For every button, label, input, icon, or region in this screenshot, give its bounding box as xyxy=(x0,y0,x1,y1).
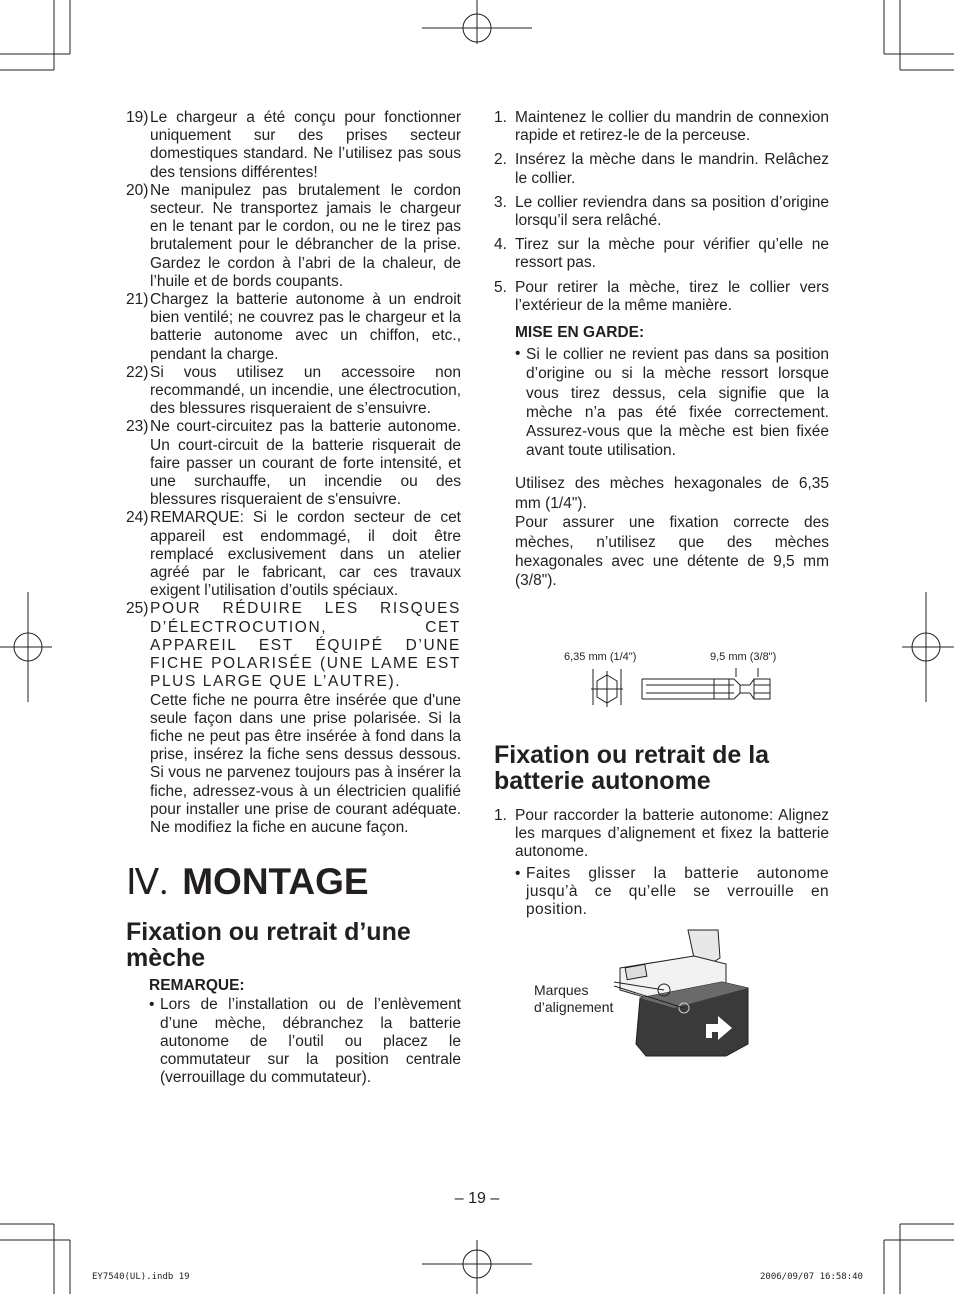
step-text: Tirez sur la mèche pour vérifier qu’elle ne ressort pas. xyxy=(515,236,829,272)
page-number: – 19 – xyxy=(454,1190,500,1207)
step-item xyxy=(494,236,829,272)
bit-label-hex: 6,35 mm (1/4") xyxy=(564,651,637,663)
note-bullet-text: Lors de l’installation ou de l’enlèvement d’une mèche, débranchez la batterie autonome de l’outil ou placez le commutateur sur la position centrale (verrouillage du commutateur). xyxy=(160,996,461,1087)
item-number: 23) xyxy=(126,418,149,436)
list-item xyxy=(126,600,461,837)
item-text: Cette fiche ne pourra être insérée que d'une seule façon dans une prise polarisée. Si la fiche ne peut pas être insérée à fond dans la prise, insérez la fiche sens dessus dessous. Si vous ne parvenez toujours pas à insérer la fiche, adressez-vous à un électricien qualifié pour installer une prise de courant adéquate. Ne modifiez la fiche en aucune façon. xyxy=(150,691,461,836)
hex-bit-icon xyxy=(564,665,804,711)
hex-note-p2: Pour assurer une fixation correcte des mèches, n’utilisez que des mèches hexagonales avec une détente de 9,5 mm (3/8"). xyxy=(515,514,829,590)
hex-note-p1: Utilisez des mèches hexagonales de 6,35 mm (1/4"). xyxy=(515,475,829,512)
left-column xyxy=(126,109,461,1087)
step-text: Pour raccorder la batterie autonome: Alignez les marques d’alignement et fixez la batterie autonome. xyxy=(515,807,829,861)
item-text: Si vous utilisez un accessoire non recommandé, un incendie, une électrocution, des blessures risqueraient de s’ensuivre. xyxy=(150,363,461,418)
step-number: 2. xyxy=(494,151,507,169)
step-item xyxy=(494,109,829,145)
caution-bullet-text: Si le collier ne revient pas dans sa position d’origine ou si la mèche ressort lorsque vous tirez dessus, cela signifie que la mèche n’a pas été fixée correctement. Assurez-vous que la mèche est bien fixée avant toute utilisation. xyxy=(526,346,829,460)
item-caps-text: POUR RÉDUIRE LES RISQUES D’ÉLECTROCUTION, CET APPAREIL EST ÉQUIPÉ D’UNE FICHE POLARISÉE (UNE LAME EST PLUS LARGE QUE L’AUTRE). xyxy=(150,600,461,691)
bit-heading: Fixation ou retrait d’une mèche xyxy=(126,918,411,973)
item-text: Ne manipulez pas brutalement le cordon secteur. Ne transportez jamais le chargeur en le tenant par le cordon, ou ne le tirez pas brutalement pour le débrancher de la prise. Gardez le cordon à l’abri de la chaleur, de l’huile et de bords coupants. xyxy=(150,181,461,290)
step-number: 1. xyxy=(494,807,507,824)
item-text: Chargez la batterie autonome à un endroit bien ventilé; ne couvrez pas le chargeur et la batterie autonome avec un chiffon, etc., pendant la charge. xyxy=(150,291,461,363)
step-text: Maintenez le collier du mandrin de connexion rapide et retirez-le de la perceuse. xyxy=(515,109,829,145)
step-number: 5. xyxy=(494,278,507,296)
hex-note xyxy=(494,474,829,590)
section-numeral: Ⅳ. xyxy=(126,862,169,903)
step-item xyxy=(494,279,829,315)
footer-file: EY7540(UL).indb 19 xyxy=(92,1272,190,1282)
step-text: Le collier reviendra dans sa position d’origine lorsqu’il sera relâché. xyxy=(515,193,829,230)
note-bullet: • Lors de l’installation ou de l’enlèvement d’une mèche, débranchez la batterie autonome de l’outil ou placez le commutateur sur la position centrale (verrouillage du commutateur). xyxy=(149,996,461,1087)
item-number: 19) xyxy=(126,109,149,126)
item-number: 22) xyxy=(126,363,149,381)
item-number: 25) xyxy=(126,600,149,618)
list-item xyxy=(126,182,461,291)
battery-bullet: • Faites glisser la batterie autonome jusqu’à ce qu’elle se verrouille en position. xyxy=(515,864,829,919)
battery-bullet-text: Faites glisser la batterie autonome jusqu’à ce qu’elle se verrouille en position. xyxy=(526,864,829,919)
step-item xyxy=(494,194,829,230)
step-text: Pour retirer la mèche, tirez le collier vers l’extérieur de la même manière. xyxy=(515,278,829,314)
item-number: 21) xyxy=(126,291,149,309)
note-label: REMARQUE: xyxy=(149,977,245,995)
caution-bullet: • Si le collier ne revient pas dans sa position d’origine ou si la mèche ressort lorsque vous tirez dessus, cela signifie que la mèche n’a pas été fixée correctement. Assurez-vous que la mèche est bien fixée avant toute utilisation. xyxy=(515,345,829,460)
item-text: REMARQUE: Si le cordon secteur de cet appareil est endommagé, il doit être remplacé exclusivement dans un atelier agréé par le fabricant, car ces travaux exigent l’utilisation d’outils spéciaux. xyxy=(150,509,461,600)
battery-heading: Fixation ou retrait de la batterie autonome xyxy=(494,741,770,795)
section-title xyxy=(126,862,461,902)
list-item xyxy=(126,509,461,600)
bit-label-detent: 9,5 mm (3/8") xyxy=(710,651,777,663)
battery-figure xyxy=(534,928,784,1068)
caution-label: MISE EN GARDE: xyxy=(515,324,645,342)
alignment-marks-label: Marques d’alignement xyxy=(534,982,614,1015)
footer-date: 2006/09/07 16:58:40 xyxy=(760,1272,863,1282)
list-item xyxy=(126,364,461,419)
item-number: 24) xyxy=(126,509,149,527)
list-item xyxy=(126,418,461,509)
battery-pack-icon xyxy=(614,928,784,1068)
battery-step xyxy=(494,807,829,862)
right-column xyxy=(494,109,829,591)
section-title-text: MONTAGE xyxy=(182,861,369,903)
step-number: 3. xyxy=(494,193,507,211)
bit-figure xyxy=(564,651,804,711)
step-number: 4. xyxy=(494,236,507,254)
item-text: Le chargeur a été conçu pour fonctionner uniquement sur des prises secteur domestiques standard. Ne l’utilisez pas sous des tensions différentes! xyxy=(150,109,461,181)
step-item xyxy=(494,151,829,187)
list-item xyxy=(126,109,461,182)
item-number: 20) xyxy=(126,181,149,199)
step-number: 1. xyxy=(494,109,507,126)
item-text: Ne court-circuitez pas la batterie autonome. Un court-circuit de la batterie risquerait de faire passer un courant de forte intensité, et une surchauffe, un incendie ou des blessures risqueraient de s'ensuivre. xyxy=(150,418,461,509)
step-text: Insérez la mèche dans le mandrin. Relâchez le collier. xyxy=(515,151,829,187)
list-item xyxy=(126,291,461,364)
battery-section xyxy=(494,742,829,919)
